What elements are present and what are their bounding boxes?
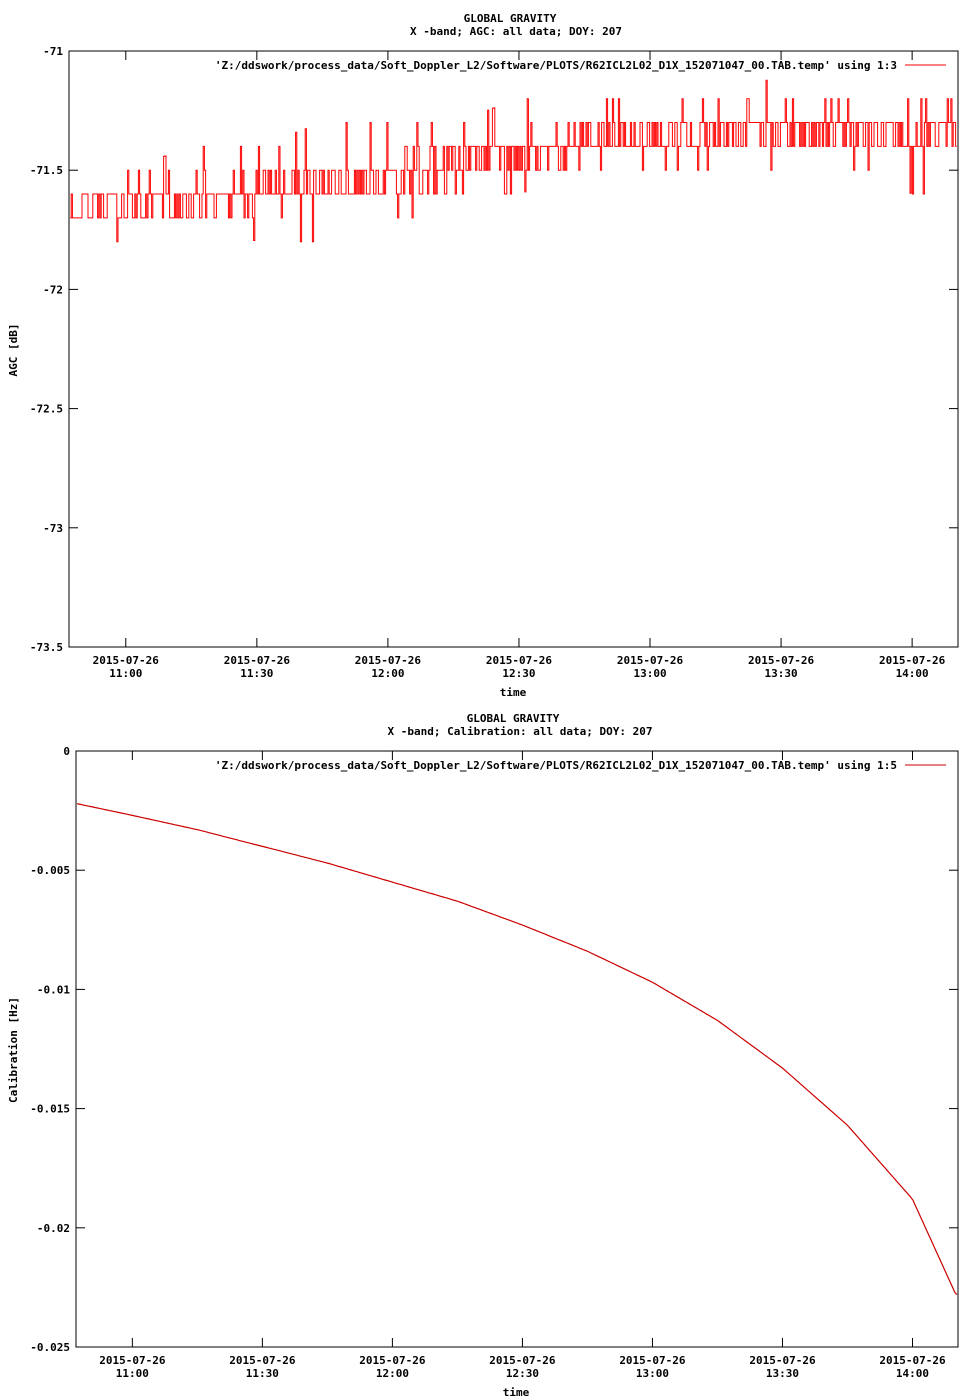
agc-chart <box>7 12 958 699</box>
x-tick-time-label: 13:00 <box>633 667 667 680</box>
x-tick-time-label: 13:30 <box>765 1367 800 1380</box>
y-tick-label: -72.5 <box>29 402 63 416</box>
x-tick-time-label: 12:30 <box>502 667 536 680</box>
x-tick-date-label: 2015-07-26 <box>747 654 815 667</box>
chart-subtitle: X -band; Calibration: all data; DOY: 207 <box>387 725 653 738</box>
x-tick-date-label: 2015-07-26 <box>489 1354 556 1367</box>
x-tick-date-label: 2015-07-26 <box>616 654 684 667</box>
y-tick-label: -0.01 <box>36 983 70 997</box>
plot-frame <box>69 51 958 647</box>
y-axis-label: AGC [dB] <box>7 323 20 377</box>
x-tick-date-label: 2015-07-26 <box>879 1354 946 1367</box>
x-tick-time-label: 13:30 <box>764 667 798 680</box>
chart-title: GLOBAL GRAVITY <box>466 712 560 725</box>
x-tick-date-label: 2015-07-26 <box>99 1354 166 1367</box>
x-tick-date-label: 2015-07-26 <box>749 1354 816 1367</box>
chart-subtitle: X -band; AGC: all data; DOY: 207 <box>410 25 622 38</box>
series-agc-line <box>70 80 957 241</box>
y-tick-label: -0.025 <box>30 1341 70 1354</box>
y-tick-label: -73.5 <box>29 641 63 654</box>
x-tick-date-label: 2015-07-26 <box>485 654 553 667</box>
x-tick-date-label: 2015-07-26 <box>619 1354 686 1367</box>
x-tick-time-label: 14:00 <box>895 667 929 680</box>
x-tick-time-label: 11:30 <box>240 667 274 680</box>
calibration-chart <box>7 712 958 1399</box>
x-axis-label: time <box>502 1386 530 1399</box>
y-tick-label: -0.005 <box>30 864 70 878</box>
x-tick-date-label: 2015-07-26 <box>359 1354 426 1367</box>
y-tick-label: -0.02 <box>36 1221 70 1235</box>
y-axis-label: Calibration [Hz] <box>7 997 20 1103</box>
x-tick-date-label: 2015-07-26 <box>354 654 422 667</box>
y-tick-label: 0 <box>63 745 70 758</box>
x-tick-date-label: 2015-07-26 <box>879 654 946 667</box>
x-tick-date-label: 2015-07-26 <box>92 654 159 667</box>
legend-label: 'Z:/ddswork/process_data/Soft_Doppler_L2/Software/PLOTS/R62ICL2L02_D1X_152071047_00.TAB.temp' using 1:3 <box>214 59 897 72</box>
x-tick-time-label: 11:30 <box>245 1367 279 1380</box>
x-tick-time-label: 13:00 <box>635 1367 670 1380</box>
x-tick-time-label: 12:00 <box>375 1367 409 1380</box>
y-tick-label: -72 <box>43 283 63 297</box>
y-tick-label: -71 <box>43 45 63 58</box>
x-axis-label: time <box>499 686 527 699</box>
chart-title: GLOBAL GRAVITY <box>463 12 557 25</box>
x-tick-time-label: 14:00 <box>895 1367 930 1380</box>
y-tick-label: -73 <box>43 521 63 535</box>
x-tick-time-label: 11:00 <box>115 1367 149 1380</box>
series-calibration-line <box>77 804 957 1295</box>
x-tick-time-label: 11:00 <box>109 667 143 680</box>
x-tick-date-label: 2015-07-26 <box>229 1354 296 1367</box>
x-tick-date-label: 2015-07-26 <box>223 654 290 667</box>
plot-frame <box>76 751 958 1347</box>
legend-label: 'Z:/ddswork/process_data/Soft_Doppler_L2/Software/PLOTS/R62ICL2L02_D1X_152071047_00.TAB.temp' using 1:5 <box>214 759 897 772</box>
x-tick-time-label: 12:30 <box>505 1367 539 1380</box>
y-tick-label: -0.015 <box>30 1102 70 1116</box>
x-tick-time-label: 12:00 <box>371 667 405 680</box>
y-tick-label: -71.5 <box>29 164 63 178</box>
